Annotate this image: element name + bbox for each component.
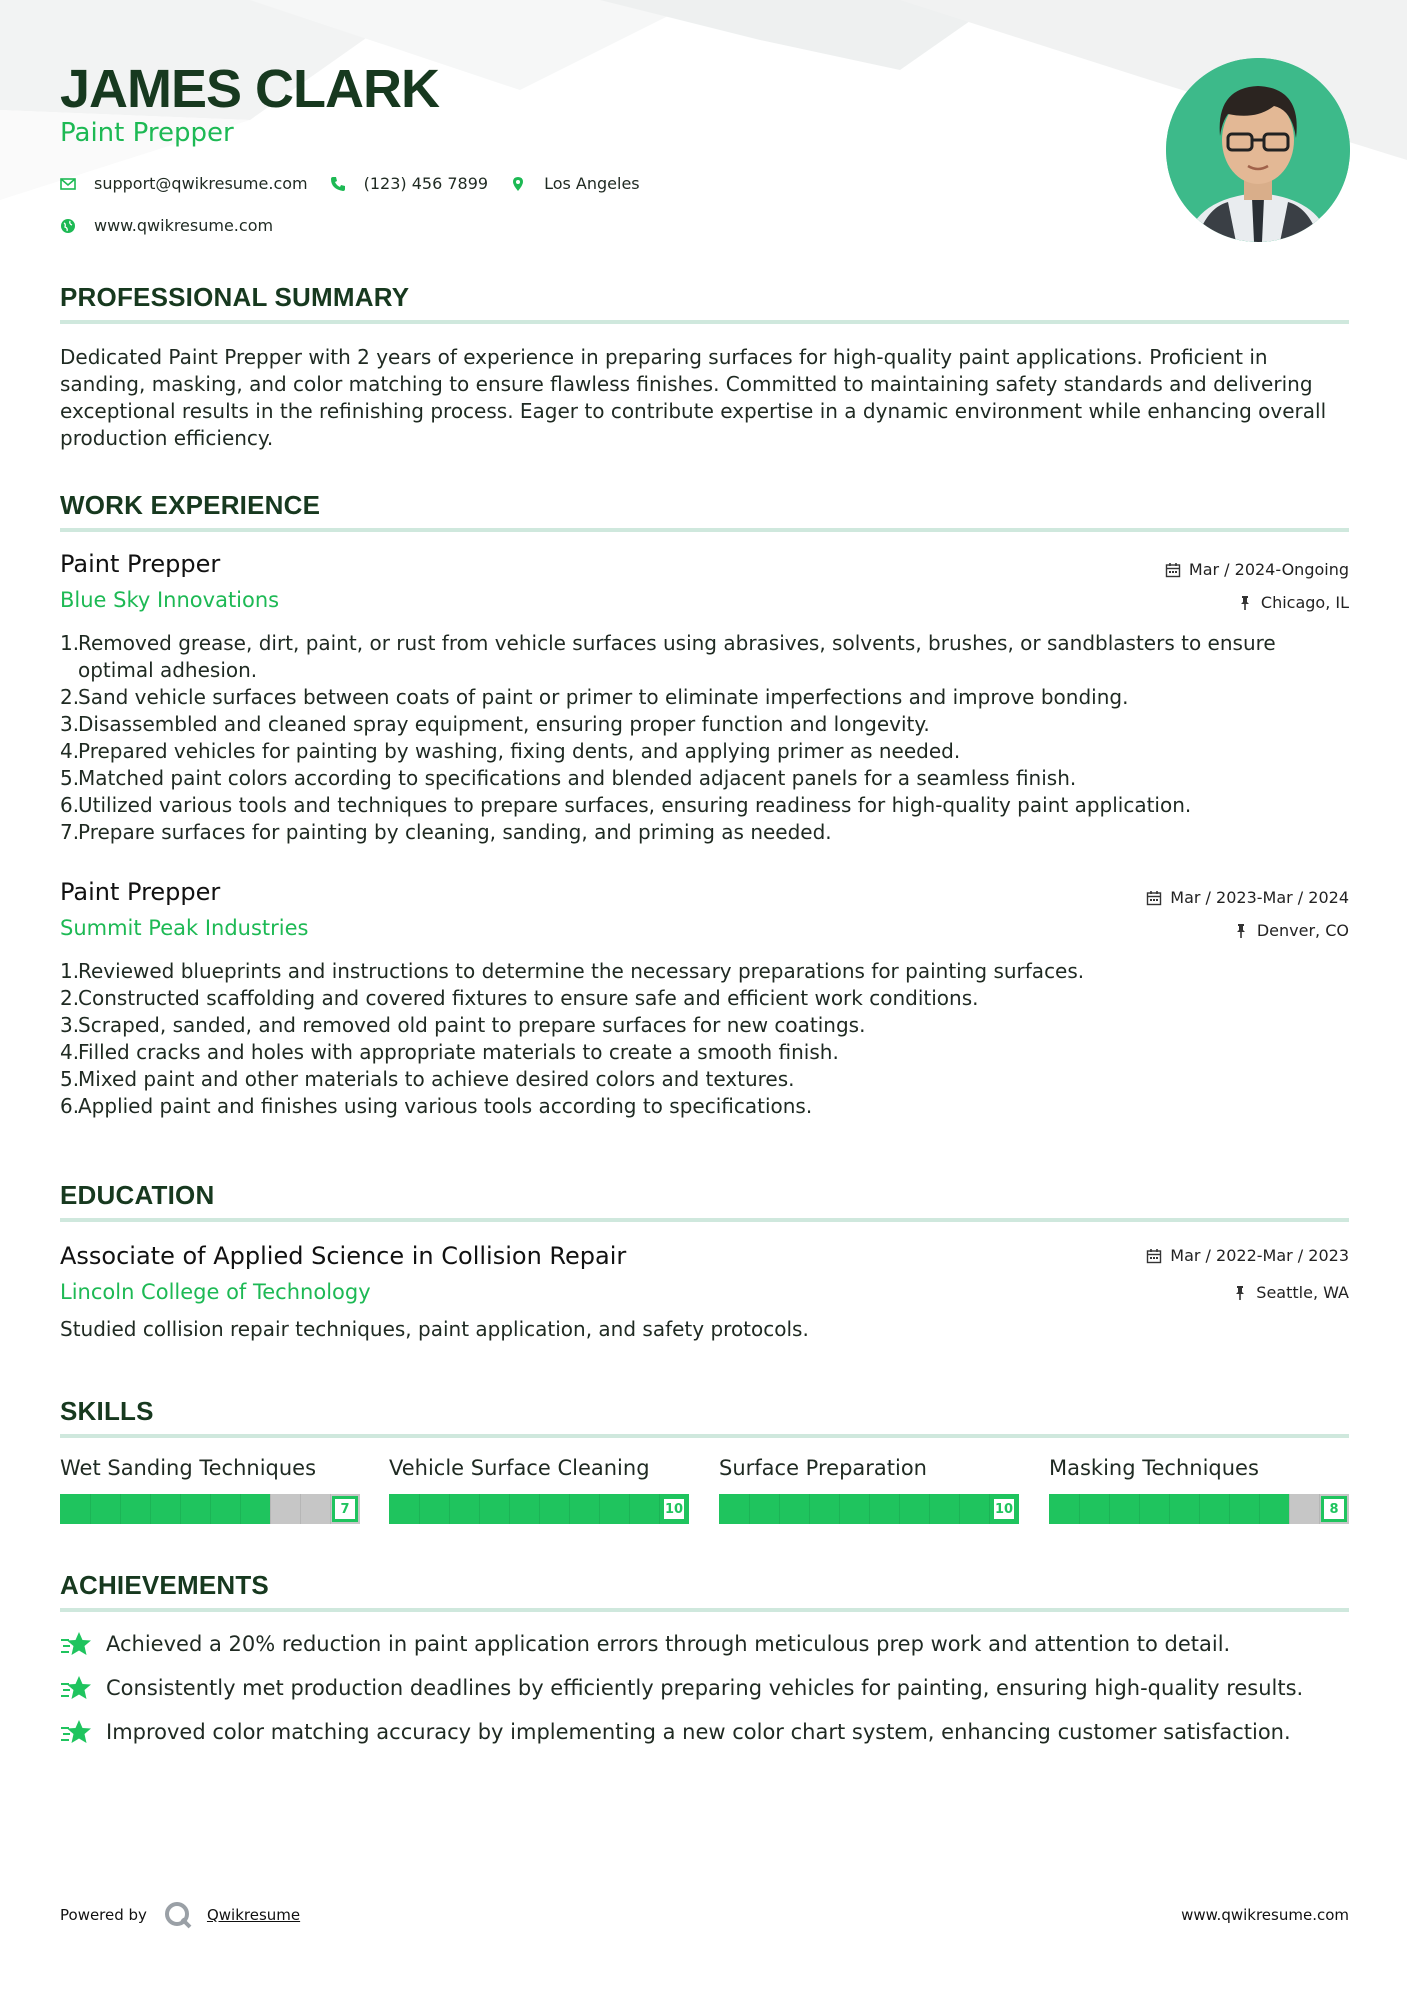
skill-bar-segment	[839, 1494, 840, 1524]
list-item: 3. Disassembled and cleaned spray equipment, ensuring proper function and longevity.	[60, 712, 930, 736]
company-name: Summit Peak Industries	[60, 916, 309, 940]
star-icon	[60, 1630, 92, 1658]
skill-level-bar	[389, 1494, 689, 1524]
education-description: Studied collision repair techniques, paint application, and safety protocols.	[60, 1317, 809, 1341]
contact-website[interactable]: www.qwikresume.com	[60, 216, 273, 235]
achievement-item: Consistently met production deadlines by efficiently preparing vehicles for painting, ensuring high-quality results.	[60, 1674, 1303, 1702]
list-item: 2. Constructed scaffolding and covered fixtures to ensure safe and efficient work conditions.	[60, 986, 979, 1010]
list-item: 1. Reviewed blueprints and instructions to determine the necessary preparations for painting surfaces.	[60, 959, 1085, 983]
school-name: Lincoln College of Technology	[60, 1280, 371, 1304]
skill-bar-segment	[659, 1494, 660, 1524]
skill-bar-segment	[240, 1494, 241, 1524]
skill-name: Wet Sanding Techniques	[60, 1456, 317, 1480]
skill-bar-segment	[180, 1494, 181, 1524]
contact-phone[interactable]: (123) 456 7899	[330, 174, 488, 193]
skill-level-bar	[1049, 1494, 1349, 1524]
skill-bar-segment	[419, 1494, 420, 1524]
skill-bar-segment	[330, 1494, 331, 1524]
skill-bar-segment	[539, 1494, 540, 1524]
skill-bar-segment	[779, 1494, 780, 1524]
list-item: 2. Sand vehicle surfaces between coats of paint or primer to eliminate imperfections and improve bonding.	[60, 685, 1129, 709]
degree-title: Associate of Applied Science in Collision Repair	[60, 1242, 627, 1270]
phone-icon	[330, 176, 346, 192]
list-item: 6. Applied paint and finishes using various tools according to specifications.	[60, 1094, 813, 1118]
education-location: Seattle, WA	[1232, 1283, 1349, 1302]
skill-name: Surface Preparation	[719, 1456, 927, 1480]
section-divider	[60, 320, 1349, 324]
pushpin-icon	[1232, 1285, 1248, 1301]
list-item: 3. Scraped, sanded, and removed old paint to prepare surfaces for new coatings.	[60, 1013, 866, 1037]
candidate-title: Paint Prepper	[60, 118, 234, 148]
list-item: 4. Prepared vehicles for painting by washing, fixing dents, and applying primer as needed.	[60, 739, 961, 763]
skill-name: Vehicle Surface Cleaning	[389, 1456, 650, 1480]
star-icon	[60, 1718, 92, 1746]
skill-bar-segment	[1259, 1494, 1260, 1524]
achievements-heading: ACHIEVEMENTS	[60, 1570, 269, 1600]
job-dates: Mar / 2023-Mar / 2024	[1146, 888, 1349, 907]
summary-heading: PROFESSIONAL SUMMARY	[60, 282, 410, 312]
skill-bar-segment	[629, 1494, 630, 1524]
skill-level-badge: 10	[991, 1496, 1017, 1522]
skill-bar-segment	[90, 1494, 91, 1524]
qwikresume-logo-icon	[163, 1900, 193, 1930]
list-item: 5. Mixed paint and other materials to achieve desired colors and textures.	[60, 1067, 795, 1091]
list-item: 4. Filled cracks and holes with appropriate materials to create a smooth finish.	[60, 1040, 839, 1064]
job-dates: Mar / 2024-Ongoing	[1165, 560, 1349, 579]
job-title: Paint Prepper	[60, 878, 221, 906]
company-name: Blue Sky Innovations	[60, 588, 280, 612]
candidate-name: JAMES CLARK	[60, 59, 440, 119]
section-divider	[60, 1434, 1349, 1438]
skill-bar-segment	[120, 1494, 121, 1524]
skill-bar-segment	[809, 1494, 810, 1524]
section-divider	[60, 1608, 1349, 1612]
skill-bar-segment	[270, 1494, 271, 1524]
footer-brand-link[interactable]: Qwikresume	[206, 1906, 301, 1924]
skill-level-badge: 8	[1321, 1496, 1347, 1522]
skill-bar-segment	[1319, 1494, 1320, 1524]
education-dates: Mar / 2022-Mar / 2023	[1146, 1246, 1349, 1265]
skill-bar-segment	[509, 1494, 510, 1524]
envelope-icon	[60, 176, 76, 192]
pushpin-icon	[1237, 595, 1253, 611]
contact-row	[60, 174, 662, 193]
skill-item	[60, 1456, 360, 1517]
list-item: 6. Utilized various tools and techniques to prepare surfaces, ensuring readiness for high-quality paint application.	[60, 793, 1192, 817]
star-icon	[60, 1674, 92, 1702]
skill-bar-segment	[300, 1494, 301, 1524]
list-item: 1. Removed grease, dirt, paint, or rust from vehicle surfaces using abrasives, solvents, brushes, or sandblasters to ensure optimal adhesion.	[60, 631, 1276, 682]
skill-bar-segment	[449, 1494, 450, 1524]
list-item: 7. Prepare surfaces for painting by cleaning, sanding, and priming as needed.	[60, 820, 832, 844]
job-responsibilities	[60, 630, 1349, 846]
skill-bar-segment	[1289, 1494, 1290, 1524]
pushpin-icon	[1233, 923, 1249, 939]
skill-bar-segment	[929, 1494, 930, 1524]
contact-email[interactable]: support@qwikresume.com	[60, 174, 308, 193]
achievement-item: Improved color matching accuracy by implementing a new color chart system, enhancing customer satisfaction.	[60, 1718, 1291, 1746]
skill-item	[389, 1456, 689, 1517]
calendar-icon	[1146, 1248, 1162, 1264]
globe-icon	[60, 218, 76, 234]
list-item: 5. Matched paint colors according to specifications and blended adjacent panels for a seamless finish.	[60, 766, 1077, 790]
skill-bar-segment	[569, 1494, 570, 1524]
skill-bar-segment	[1139, 1494, 1140, 1524]
skill-level-badge: 7	[332, 1496, 358, 1522]
skill-level-fill	[60, 1494, 270, 1524]
skill-bar-segment	[1079, 1494, 1080, 1524]
contact-location: Los Angeles	[510, 174, 640, 193]
skill-bar-segment	[869, 1494, 870, 1524]
job-responsibilities	[60, 958, 1349, 1120]
skill-level-badge: 10	[661, 1496, 687, 1522]
skill-bar-segment	[1109, 1494, 1110, 1524]
skill-bar-segment	[899, 1494, 900, 1524]
profile-photo	[1166, 58, 1350, 242]
skill-bar-segment	[1169, 1494, 1170, 1524]
calendar-icon	[1146, 890, 1162, 906]
job-title: Paint Prepper	[60, 550, 221, 578]
footer-website-link[interactable]: www.qwikresume.com	[1181, 1906, 1349, 1924]
skills-heading: SKILLS	[60, 1396, 154, 1426]
map-pin-icon	[510, 176, 526, 192]
skill-bar-segment	[1199, 1494, 1200, 1524]
calendar-icon	[1165, 562, 1181, 578]
skill-bar-segment	[1229, 1494, 1230, 1524]
skill-bar-segment	[989, 1494, 990, 1524]
skill-bar-segment	[959, 1494, 960, 1524]
summary-text: Dedicated Paint Prepper with 2 years of experience in preparing surfaces for high-quality paint applications. Proficient in sanding, masking, and color matching to ensure flawless finishes. Committed to maintaining safety standards and delivering exceptional results in the refinishing process. Eager to contribute expertise in a dynamic environment while enhancing overall production efficiency.	[60, 345, 1327, 450]
section-divider	[60, 1218, 1349, 1222]
skill-item	[719, 1456, 1019, 1517]
job-location: Chicago, IL	[1237, 593, 1349, 612]
skill-bar-segment	[479, 1494, 480, 1524]
experience-heading: WORK EXPERIENCE	[60, 490, 321, 520]
skill-bar-segment	[150, 1494, 151, 1524]
skill-bar-segment	[599, 1494, 600, 1524]
education-heading: EDUCATION	[60, 1180, 215, 1210]
skill-bar-segment	[749, 1494, 750, 1524]
skill-level-bar	[60, 1494, 360, 1524]
skill-level-bar	[719, 1494, 1019, 1524]
skill-name: Masking Techniques	[1049, 1456, 1259, 1480]
job-location: Denver, CO	[1233, 921, 1349, 940]
skill-item	[1049, 1456, 1349, 1517]
achievement-item: Achieved a 20% reduction in paint application errors through meticulous prep work and attention to detail.	[60, 1630, 1230, 1658]
footer-powered-by: Powered by Qwikresume	[60, 1900, 300, 1930]
skill-bar-segment	[210, 1494, 211, 1524]
section-divider	[60, 528, 1349, 532]
